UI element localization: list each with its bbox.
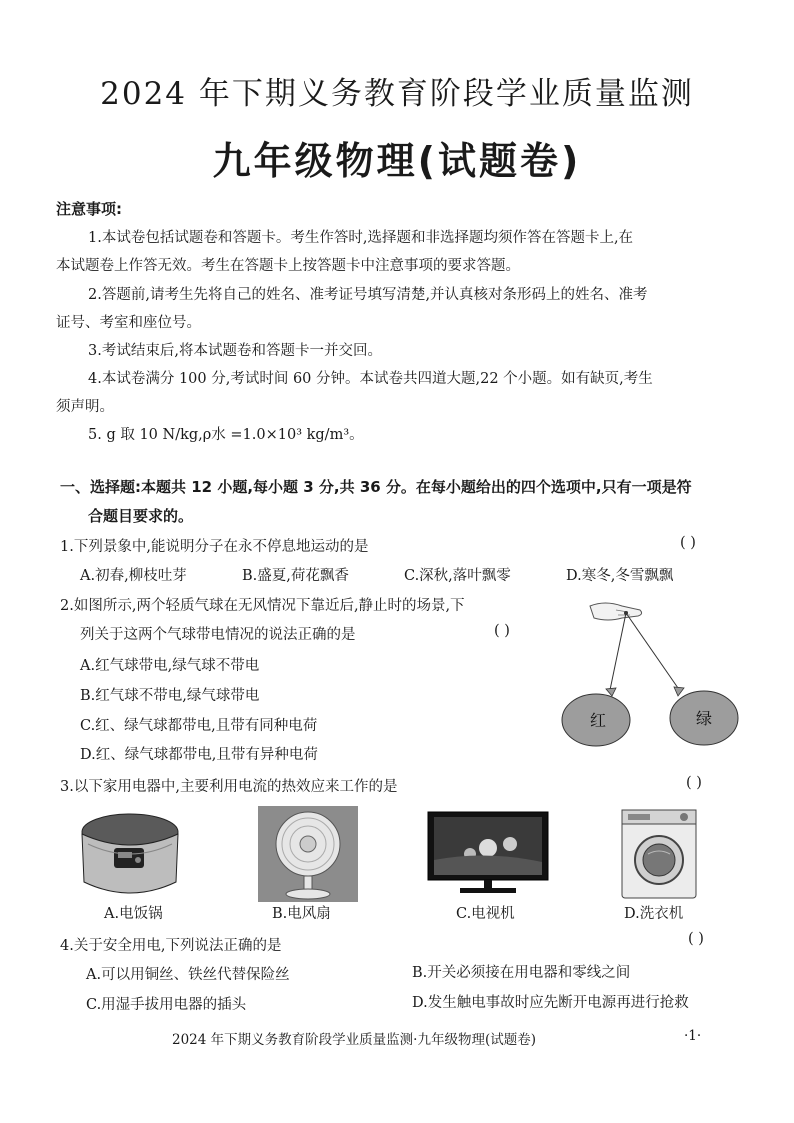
option-c: C.深秋,落叶飘零 (404, 568, 511, 584)
option-b: B.盛夏,荷花飘香 (242, 568, 349, 584)
exam-title: 2024 年下期义务教育阶段学业质量监测 (100, 76, 694, 112)
section-heading: 一、选择题:本题共 12 小题,每小题 3 分,共 36 分。在每小题给出的四个选项中,只有一项是符 (60, 478, 692, 496)
question-3-stem: 3.以下家用电器中,主要利用电流的热效应来工作的是 (60, 779, 398, 795)
question-2-stem: 2.如图所示,两个轻质气球在无风情况下靠近后,静止时的场景,下 (60, 598, 465, 614)
washing-machine-image (620, 808, 698, 900)
option-b: B.电风扇 (272, 906, 331, 922)
notice-line: 须声明。 (56, 399, 114, 415)
notice-line: 5. g 取 10 N/kg,ρ水 =1.0×10³ kg/m³。 (88, 427, 364, 443)
section-heading-cont: 合题目要求的。 (88, 507, 194, 525)
option-a: A.红气球带电,绿气球不带电 (80, 658, 260, 674)
notice-heading: 注意事项: (56, 200, 122, 218)
question-1-stem: 1.下列景象中,能说明分子在永不停息地运动的是 (60, 539, 369, 555)
option-d: D.洗衣机 (624, 906, 684, 922)
option-b: B.红气球不带电,绿气球带电 (80, 688, 260, 704)
answer-paren: ( ) (686, 775, 702, 791)
rice-cooker-image (78, 806, 182, 902)
balloon-figure (560, 596, 750, 756)
notice-line: 本试题卷上作答无效。考生在答题卡上按答题卡中注意事项的要求答题。 (56, 258, 520, 274)
page-footer: 2024 年下期义务教育阶段学业质量监测·九年级物理(试题卷) (172, 1032, 536, 1048)
option-d: D.寒冬,冬雪飘飘 (566, 568, 674, 584)
notice-line: 证号、考室和座位号。 (56, 315, 201, 331)
notice-line: 1.本试卷包括试题卷和答题卡。考生作答时,选择题和非选择题均须作答在答题卡上,在 (88, 230, 634, 246)
notice-line: 3.考试结束后,将本试题卷和答题卡一并交回。 (88, 343, 382, 359)
option-a: A.初春,柳枝吐芽 (80, 568, 187, 584)
balloon-label-red: 红 (590, 711, 607, 730)
electric-fan-image (258, 806, 358, 902)
option-d: D.发生触电事故时应先断开电源再进行抢救 (412, 995, 689, 1011)
exam-subtitle: 九年级物理(试题卷) (212, 139, 582, 183)
option-a: A.电饭锅 (104, 906, 163, 922)
answer-paren: ( ) (494, 623, 510, 639)
balloon-label-green: 绿 (696, 709, 713, 728)
option-c: C.电视机 (456, 906, 515, 922)
question-4-stem: 4.关于安全用电,下列说法正确的是 (60, 938, 282, 954)
option-d: D.红、绿气球都带电,且带有异种电荷 (80, 747, 318, 763)
notice-line: 2.答题前,请考生先将自己的姓名、准考证号填写清楚,并认真核对条形码上的姓名、准考 (88, 287, 648, 303)
page-number: ·1· (684, 1028, 702, 1044)
option-a: A.可以用铜丝、铁丝代替保险丝 (86, 967, 290, 983)
notice-line: 4.本试卷满分 100 分,考试时间 60 分钟。本试卷共四道大题,22 个小题。如有缺页,考生 (88, 371, 653, 387)
answer-paren: ( ) (688, 931, 704, 947)
question-2-stem-cont: 列关于这两个气球带电情况的说法正确的是 (80, 627, 356, 643)
option-c: C.用湿手拔用电器的插头 (86, 997, 247, 1013)
option-b: B.开关必须接在用电器和零线之间 (412, 965, 631, 981)
option-c: C.红、绿气球都带电,且带有同种电荷 (80, 718, 318, 734)
television-image (426, 810, 550, 896)
answer-paren: ( ) (680, 535, 696, 551)
